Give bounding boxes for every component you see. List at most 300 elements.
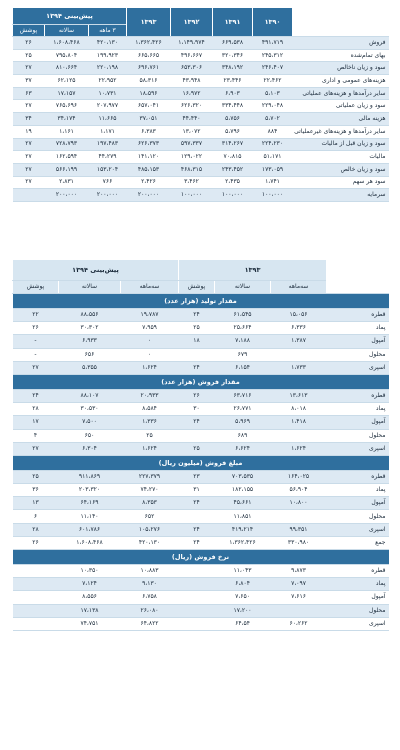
table-cell: ۳۴،۱۷۴ [45,113,89,126]
table-cell: ۲۳ [179,470,215,483]
table-cell: ۵۶،۹۰۴ [271,484,327,497]
table-cell: ۱۶۴،۰۲۵ [271,470,327,483]
row-label: پماد [327,484,389,497]
table-cell: ۱۷ [13,416,59,429]
table-cell: ۶،۶۲۴ [215,442,271,455]
table-cell: ۳۷ [13,75,45,88]
table-row [13,163,389,176]
table-cell: ۹،۸۷۳ [271,565,327,578]
table-cell: ۲۲،۴۶۲ [253,75,293,88]
table-cell: ۲۶،۰۸۰ [121,604,179,617]
table-cell: ۱،۶۲۴ [271,442,327,455]
section-title: مقدار تولید (هزار عدد) [13,294,389,309]
table-cell: ۵،۱۰۳ [253,87,293,100]
table-cell: ۱۷،۱۵۷ [45,87,89,100]
table-cell: ۶۲۶،۳۲۰ [171,100,213,113]
table-row [13,322,389,335]
table-cell: ۱۷،۱۳۸ [59,604,121,617]
table-cell [271,429,327,442]
table-cell: ۷۶۵،۶۹۶ [45,100,89,113]
table-cell: ۳۰،۵۳۰ [59,403,121,416]
table-cell [271,510,327,523]
table-row [13,309,389,322]
section-title: مبلغ فروش (میلیون ریال) [13,455,389,470]
table-cell [13,578,59,591]
table-cell [179,578,215,591]
table-cell: ۲۸ [13,403,59,416]
table-cell: ۱۵،۰۵۶ [271,309,327,322]
row-label: سود و زیان قبل از مالیات [293,138,389,151]
section-title: مقدار فروش (هزار عدد) [13,374,389,389]
table-cell: ۶،۹۳۳ [59,335,121,348]
table-cell: ۲۵،۶۶۴ [215,322,271,335]
row-label: هزینه مالی [293,113,389,126]
table-cell: ۱۰،۸۸۳ [121,565,179,578]
table-cell: ۲۴ [179,536,215,549]
table-cell: ۱،۳۶۲،۴۲۶ [127,37,171,50]
year-header: ۱۳۹۳ [127,8,171,37]
table-cell: ۱،۳۸۷ [271,335,327,348]
income-statement-table [12,8,389,202]
table-cell: ۱۷۳،۰۵۹ [253,163,293,176]
table-cell: ۵،۹۶۹ [215,416,271,429]
table-cell [179,510,215,523]
table-cell: ۴۴،۲۷۹ [89,151,127,164]
table-cell [179,429,215,442]
table-cell: ۵،۷۹۶ [213,125,253,138]
table-cell: ۳۶ [13,484,59,497]
table-cell: ۱۱،۰۴۳ [215,565,271,578]
section-header-row [13,294,389,309]
row-label: محلول [327,429,389,442]
table-cell: ۶۵۲ [121,510,179,523]
row-label: مالیات [293,151,389,164]
table-cell: ۵۹۷،۳۳۷ [171,138,213,151]
table-cell: ۵،۷۵۶ [213,113,253,126]
table-cell: ۱۸۲،۱۵۵ [215,484,271,497]
table-cell: ۷۹۵،۸۰۴ [45,49,89,62]
row-label: اسپری [327,523,389,536]
row-label: آمپول [327,416,389,429]
table-cell: ۶ [13,510,59,523]
row-label: آمپول [327,591,389,604]
table-cell: ۶۵۳،۳۰۶ [171,62,213,75]
table-cell: ۷،۵۰۰ [59,416,121,429]
table-cell [13,591,59,604]
table-cell: ۲۵ [13,470,59,483]
table-cell: ۱۹۹،۹۲۳ [89,49,127,62]
table-cell: ۶۴،۸۲۲ [121,617,179,630]
production-sales-table [12,260,389,631]
table-row [13,125,389,138]
table-cell: ۱۳،۶۱۳ [271,389,327,402]
table-cell: ۱،۴۱۸ [271,416,327,429]
table-cell: ۳۱ [179,484,215,497]
table-row [13,361,389,374]
table-cell: ۴۵،۶۶۱ [215,497,271,510]
sub-header: سالانه [215,281,271,294]
row-label: سایر درآمدها و هزینه‌های عملیاتی [293,87,389,100]
table-row [13,470,389,483]
table-cell: ۲۷ [13,62,45,75]
row-label: آمپول [327,497,389,510]
income-statement-body [13,37,389,202]
table-cell: ۶۰،۲۶۲ [271,617,327,630]
table-cell: ۱۱،۸۵۱ [215,510,271,523]
table-cell: ۲۲ [13,309,59,322]
table-cell: - [13,348,59,361]
section-title: نرخ فروش (ریال) [13,550,389,565]
table-row [13,403,389,416]
table-row [13,536,389,549]
table-cell: ۵۸،۳۱۶ [127,75,171,88]
row-label: قطره [327,389,389,402]
sub-header: پوشش [179,281,215,294]
row-label: پماد [327,578,389,591]
table-cell: ۱۵۳،۲۰۴ [89,163,127,176]
table-row [13,578,389,591]
table-row [13,189,389,202]
section-header-row [13,374,389,389]
table-cell: ۱،۱۶۱ [45,125,89,138]
table-cell: ۲۷ [13,100,45,113]
table-cell: ۱۰،۳۵۰ [59,565,121,578]
section-header-row [13,455,389,470]
sub-header: سالانه [59,281,121,294]
table-cell: ۲۶ [13,37,45,50]
table-cell: ۱۹،۷۸۷ [121,309,179,322]
production-sales-body [13,294,389,631]
table-cell: ۱،۶۲۴ [121,442,179,455]
table-cell: ۶،۳۰۴ [59,442,121,455]
table-cell: ۹۱۱،۸۶۹ [59,470,121,483]
table-cell: ۱۶۲،۵۹۴ [45,151,89,164]
row-label: سود و زیان عملیاتی [293,100,389,113]
table-cell: ۲۲۴،۲۳۰ [253,138,293,151]
table-cell: ۲۰۰،۰۰۰ [127,189,171,202]
table-cell: ۲۴۵،۳۱۲ [253,49,293,62]
table-cell: ۸،۰۱۸ [271,403,327,416]
sub-header: ۳ ماهه [89,25,127,37]
row-label: اسپری [327,361,389,374]
row-label: قطره [327,565,389,578]
table-cell: ۶۶۵،۶۶۵ [127,49,171,62]
table-cell: ۲۵ [121,429,179,442]
table-cell: ۳۰،۳۰۲ [59,322,121,335]
table-cell: ۵۶۶،۱۹۹ [45,163,89,176]
row-label: بهای تمام‌شده [293,49,389,62]
table-cell: ۲،۸۳۱ [45,176,89,189]
table-cell: ۲۴ [13,389,59,402]
table-cell: ۱۷،۲۰۰ [215,604,271,617]
table-cell: ۶۵۷،۰۴۱ [127,100,171,113]
table-row [13,176,389,189]
table-cell: ۷۴،۲۷۰ [121,484,179,497]
row-label: سود و زیان ناخالص [293,62,389,75]
table-cell: ۱۴۱،۱۲۰ [127,151,171,164]
row-label: قطره [327,470,389,483]
table-cell: ۱۸ [179,335,215,348]
table-row [13,75,389,88]
table-cell: ۲۵ [179,322,215,335]
table-cell: ۱۱،۶۶۵ [89,113,127,126]
table-cell: ۸۸،۵۵۶ [59,309,121,322]
table-cell: ۳۲۰،۳۴۶ [213,49,253,62]
table-cell: ۳۰ [179,403,215,416]
table-cell: ۶۲۶،۳۷۳ [127,138,171,151]
table-row [13,591,389,604]
table-cell: ۷،۶۱۶ [271,591,327,604]
table-cell: ۳،۴۶۲ [171,176,213,189]
table-cell: ۲،۴۳۵ [213,176,253,189]
table-cell [13,604,59,617]
table-cell [179,617,215,630]
table-cell: ۱،۶۰۸،۴۶۸ [59,536,121,549]
row-label: سود هر سهم [293,176,389,189]
table-cell: ۲۰۷،۹۷۷ [89,100,127,113]
row-label: پماد [327,322,389,335]
table-cell: ۰ [121,335,179,348]
table-cell: ۱۰۵،۲۷۶ [121,523,179,536]
table-cell: ۴۲۰،۱۳۰ [89,37,127,50]
table-cell: ۱۱،۱۴۰ [59,510,121,523]
table-cell [179,604,215,617]
table-cell: ۳۷،۰۵۱ [127,113,171,126]
table-row [13,510,389,523]
table-cell: ۶۱،۵۴۵ [215,309,271,322]
table-cell [179,348,215,361]
table-cell: ۲۳،۴۴۶ [213,75,253,88]
table-cell: ۲۰،۹۳۳ [121,389,179,402]
table-cell: ۱۰،۸۰۰ [271,497,327,510]
table-cell [13,617,59,630]
table-cell: ۶۵۰ [59,429,121,442]
table-cell: ۶۳،۷۱۶ [215,389,271,402]
table-cell: ۲۴ [179,309,215,322]
table-cell: ۶،۸۰۴ [215,578,271,591]
table-cell: ۲۷ [13,163,45,176]
table-cell: ۸۸۴ [253,125,293,138]
table-cell: ۱۶،۹۷۲ [171,87,213,100]
table-cell: ۷۰۳،۵۳۵ [215,470,271,483]
table-cell: ۶،۱۵۴ [215,361,271,374]
sub-header: سه‌ماهه [121,281,179,294]
table-cell: ۱۰۰،۰۰۰ [253,189,293,202]
table-cell: ۱،۶۰۸،۴۶۸ [45,37,89,50]
table-cell: ۴۸۵،۱۵۳ [127,163,171,176]
table-cell: ۷،۱۲۴ [59,578,121,591]
table-cell: ۷،۱۸۸ [215,335,271,348]
table-cell [13,189,45,202]
table-cell: ۲۴ [179,361,215,374]
sub-header: پوشش [13,281,59,294]
forecast-header: پیش‌بینی ۱۳۹۴ [13,8,127,25]
table-cell: ۱۰،۷۳۱ [89,87,127,100]
forecast-header: پیش‌بینی ۱۳۹۴ [13,260,179,281]
table-cell: ۲۵ [13,49,45,62]
table-cell: ۳۱۴،۲۶۷ [213,138,253,151]
table-row [13,151,389,164]
table-cell [271,348,327,361]
corner-cell [327,260,389,294]
table-cell: ۹،۱۳۰ [121,578,179,591]
row-label: محلول [327,348,389,361]
table-cell: ۴۹۱،۷۱۹ [253,37,293,50]
table-cell: ۷۲۸،۷۹۳ [45,138,89,151]
sub-header: پوشش [13,25,45,37]
table-cell: ۴۶۸،۳۱۵ [171,163,213,176]
table-cell: ۲۲۷،۳۷۹ [121,470,179,483]
table-cell: ۶،۳۳۶ [271,322,327,335]
table-cell: ۲۴۶،۴۰۷ [253,62,293,75]
row-label: هزینه‌های عمومی و اداری [293,75,389,88]
table-cell: ۲۴ [179,497,215,510]
table-cell: ۶۳ [13,87,45,100]
table-cell: - [13,335,59,348]
table-cell: ۱۰۰،۰۰۰ [213,189,253,202]
table-cell: ۲۲۹،۰۴۸ [253,100,293,113]
table-cell: ۱۳ [13,497,59,510]
corner-cell [293,8,389,37]
table-cell: ۶۵۶ [59,348,121,361]
table-cell: ۵۱،۱۷۱ [253,151,293,164]
row-label: پماد [327,403,389,416]
table-cell: ۲۶ [179,389,215,402]
table-cell: ۸۸،۱۰۷ [59,389,121,402]
table-cell: ۷،۰۹۷ [271,578,327,591]
table-cell [13,565,59,578]
table-cell: ۱،۱۴۹،۹۷۴ [171,37,213,50]
row-label: سرمایه [293,189,389,202]
table-cell: ۸۱۰،۶۶۴ [45,62,89,75]
table-cell: ۶،۷۵۸ [121,591,179,604]
table-row [13,523,389,536]
table-cell: ۵،۳۵۵ [59,361,121,374]
table-cell: ۲۰۰،۰۰۰ [45,189,89,202]
table-cell: ۲،۴۲۶ [127,176,171,189]
table-cell: ۳۳۰،۹۸۰ [271,536,327,549]
table-cell: ۷۴،۷۵۱ [59,617,121,630]
table-row [13,617,389,630]
row-label: اسپری [327,617,389,630]
table-cell: ۱۹۷،۴۸۳ [89,138,127,151]
table-cell: ۱،۳۳۶ [121,416,179,429]
table-row [13,100,389,113]
row-label: سایر درآمدها و هزینه‌های غیرعملیاتی [293,125,389,138]
table-cell: ۲۸ [13,523,59,536]
table-cell: ۱،۷۳۳ [271,361,327,374]
table-cell: ۸،۵۸۴ [121,403,179,416]
table-cell: ۴۴،۴۴۰ [171,113,213,126]
table-cell: ۲۶ [13,322,59,335]
table-cell: ۷۶۶ [89,176,127,189]
table-cell: ۹۹،۳۵۱ [271,523,327,536]
table-cell: ۶۷۹ [215,348,271,361]
table-row [13,87,389,100]
table-row [13,484,389,497]
table-cell: ۲۰۰،۰۰۰ [89,189,127,202]
table-cell: ۳۴۸،۱۹۲ [213,62,253,75]
row-label: قطره [327,309,389,322]
table-cell: ۲۴۳،۴۵۲ [213,163,253,176]
table-cell: ۸،۳۵۳ [121,497,179,510]
year-header: ۱۳۹۱ [213,8,253,37]
table-cell: ۴۱۹،۲۱۴ [215,523,271,536]
table-cell: ۱،۷۴۱ [253,176,293,189]
table-row [13,389,389,402]
table-row [13,497,389,510]
sub-header: سالانه [45,25,89,37]
table-cell: ۶۴،۵۴ [215,617,271,630]
table-cell: ۶۰۱،۷۸۶ [59,523,121,536]
table-cell: ۰ [121,348,179,361]
table-row [13,416,389,429]
year-header: ۱۳۹۲ [171,8,213,37]
row-label: اسپری [327,442,389,455]
table-cell: ۲۷ [13,361,59,374]
table-cell: ۶۶۹،۵۳۸ [213,37,253,50]
table-cell: ۴۳،۹۴۸ [171,75,213,88]
table-cell: ۶،۹۰۳ [213,87,253,100]
table-cell: ۲۶ [13,536,59,549]
row-label: محلول [327,604,389,617]
table-cell: ۲۷ [13,138,45,151]
table-cell: ۲۷ [13,176,45,189]
table-cell: ۱،۳۶۲،۴۲۶ [215,536,271,549]
table-cell: ۶۴،۱۶۹ [59,497,121,510]
table-cell: ۶۲،۱۲۵ [45,75,89,88]
table-cell [271,604,327,617]
table-cell: ۱۰۰،۰۰۰ [171,189,213,202]
table-cell [179,565,215,578]
table-cell: ۶۸۹ [215,429,271,442]
table-row [13,604,389,617]
row-label: آمپول [327,335,389,348]
table-row [13,335,389,348]
table-cell: ۶،۳۸۳ [127,125,171,138]
table-cell: ۷،۶۵۰ [215,591,271,604]
table-row [13,113,389,126]
table-row [13,138,389,151]
table-row [13,49,389,62]
table-cell: ۴۲۰،۱۳۰ [121,536,179,549]
table-cell: ۶۹۶،۷۶۱ [127,62,171,75]
table-cell: ۱،۶۲۴ [121,361,179,374]
row-label: محلول [327,510,389,523]
table-cell: ۲۲۰،۱۹۸ [89,62,127,75]
table-cell: ۲۷ [13,151,45,164]
table-cell: ۲۲،۹۵۲ [89,75,127,88]
table-cell: ۷۰،۸۱۵ [213,151,253,164]
row-label: سود و زیان خالص [293,163,389,176]
table-cell [179,591,215,604]
year-header: ۱۳۹۰ [253,8,293,37]
row-label: فروش [293,37,389,50]
table-cell: ۱،۱۷۱ [89,125,127,138]
table-cell: ۱۸،۵۹۶ [127,87,171,100]
table-cell: ۲۷ [13,442,59,455]
section-header-row [13,550,389,565]
table-cell: ۸،۵۵۶ [59,591,121,604]
table-row [13,37,389,50]
table-cell: ۳۳۴،۴۴۸ [213,100,253,113]
table-cell: ۴ [13,429,59,442]
table-cell: ۲۴ [179,416,215,429]
table-cell: ۱۲۹،۰۲۲ [171,151,213,164]
table-cell: ۲۴ [179,523,215,536]
table-row [13,62,389,75]
table-cell: ۷،۹۵۹ [121,322,179,335]
